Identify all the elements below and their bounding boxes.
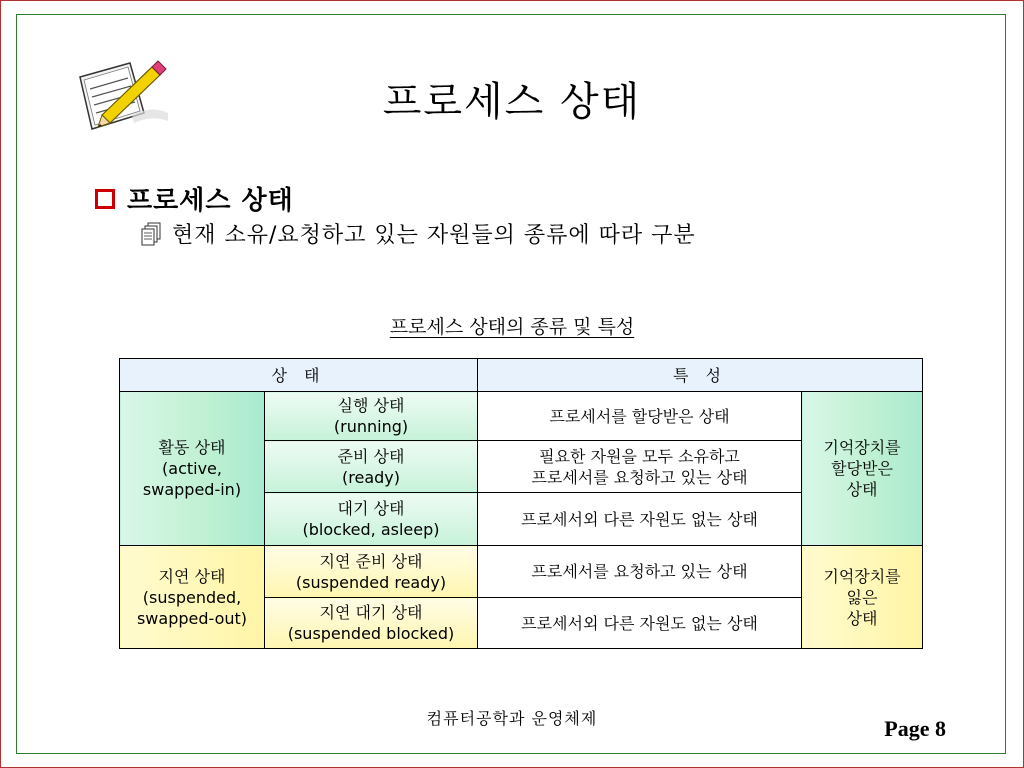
stacked-pages-icon <box>140 222 162 246</box>
state-name: 실행 상태 <box>337 396 405 415</box>
memory-line: 잃은 <box>846 587 878 607</box>
desc-cell <box>478 493 802 546</box>
desc-cell <box>478 546 802 598</box>
state-name-en: (blocked, asleep) <box>302 520 440 539</box>
desc-cell <box>478 392 802 441</box>
desc-line: 프로세서외 다른 자원도 없는 상태 <box>521 509 758 529</box>
state-name: 지연 대기 상태 <box>319 603 423 622</box>
main-bullet-text: 프로세스 상태 <box>127 186 294 216</box>
memory-line: 할당받은 <box>831 459 893 478</box>
main-bullet <box>95 180 294 217</box>
memory-cell-suspended <box>802 546 923 649</box>
desc-line: 프로세서를 요청하고 있는 상태 <box>531 467 748 487</box>
group-label-active <box>120 392 265 546</box>
group-label-line: 활동 상태 <box>158 438 226 457</box>
group-label-line: (suspended, <box>142 587 242 607</box>
state-name-en: (running) <box>333 417 409 436</box>
memory-line: 기억장치를 <box>823 566 901 586</box>
state-name: 대기 상태 <box>337 499 405 518</box>
group-label-suspended <box>120 546 265 649</box>
memory-line: 상태 <box>846 608 878 628</box>
table-header-row <box>120 359 923 392</box>
table-row <box>120 546 923 598</box>
table-caption: 프로세스 상태의 종류 및 특성 <box>389 316 635 338</box>
desc-cell <box>478 598 802 649</box>
hollow-square-bullet-icon <box>95 189 115 209</box>
process-state-table <box>119 358 923 649</box>
state-name-en: (suspended ready) <box>295 572 447 592</box>
memory-line: 상태 <box>846 480 878 499</box>
state-name-en: (suspended blocked) <box>287 624 455 643</box>
state-name: 지연 준비 상태 <box>319 551 423 571</box>
state-cell <box>265 392 478 441</box>
desc-line: 프로세서외 다른 자원도 없는 상태 <box>521 613 758 633</box>
state-cell <box>265 546 478 598</box>
table-row <box>120 392 923 441</box>
group-label-line: (active, <box>162 459 222 478</box>
desc-line: 프로세서를 요청하고 있는 상태 <box>531 562 748 581</box>
group-label-line: swapped-in) <box>142 480 242 499</box>
desc-line: 프로세서를 할당받은 상태 <box>549 406 730 426</box>
state-name-en: (ready) <box>342 467 400 487</box>
sub-bullet-text: 현재 소유/요청하고 있는 자원들의 종류에 따라 구분 <box>172 223 696 248</box>
state-cell <box>265 441 478 493</box>
state-cell <box>265 493 478 546</box>
memory-line: 기억장치를 <box>823 438 901 457</box>
header-characteristics: 특 성 <box>478 359 923 392</box>
memory-cell-active <box>802 392 923 546</box>
desc-cell <box>478 441 802 493</box>
group-label-line: 지연 상태 <box>158 566 226 586</box>
slide-footer: 컴퓨터공학과 운영체제 <box>426 709 598 728</box>
group-label-line: swapped-out) <box>136 608 248 628</box>
sub-bullet <box>140 218 696 249</box>
desc-line: 필요한 자원을 모두 소유하고 <box>539 446 740 466</box>
state-name: 준비 상태 <box>337 446 405 466</box>
state-cell <box>265 598 478 649</box>
slide-title: 프로세스 상태 <box>382 79 642 125</box>
page-number: Page 8 <box>884 716 946 741</box>
header-state: 상 태 <box>120 359 478 392</box>
